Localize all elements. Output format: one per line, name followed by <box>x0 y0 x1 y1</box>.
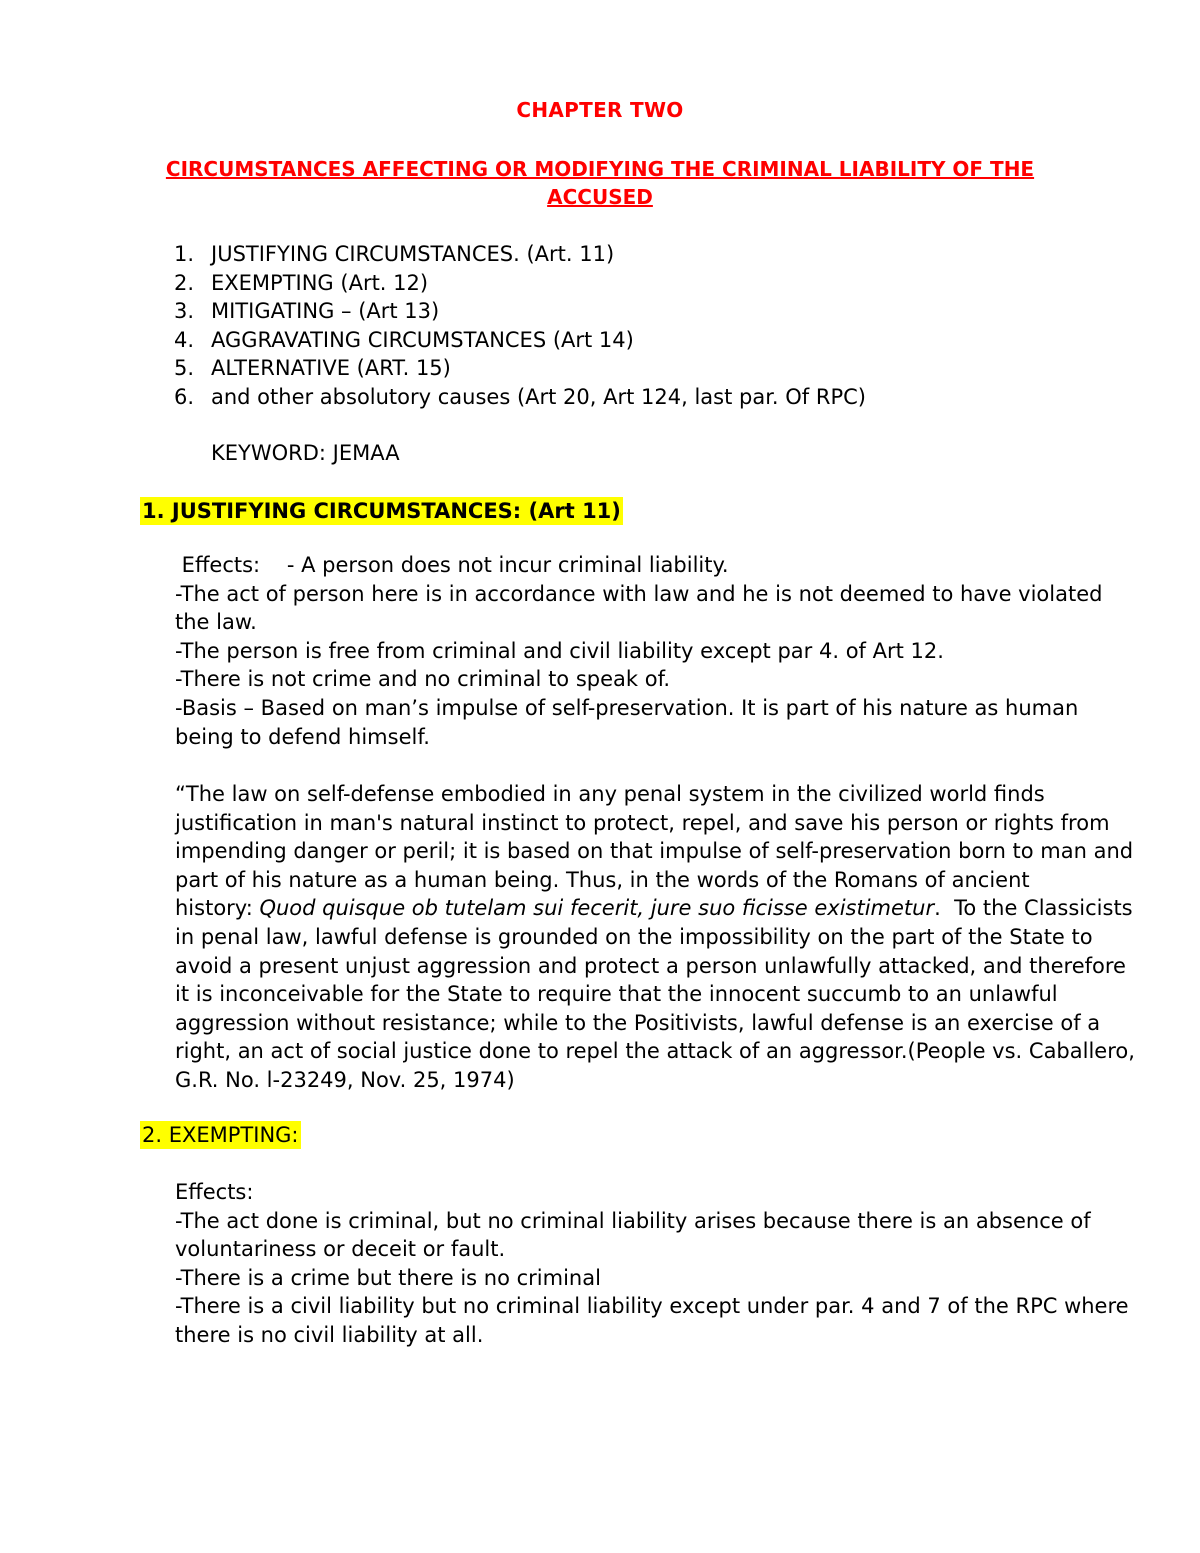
list-item-number: 3. <box>174 299 195 324</box>
list-item-number: 1. <box>174 242 195 266</box>
effects-line: -The act of person here is in accordance with law and he is not deemed to have violated <box>175 581 1103 606</box>
quote-line: avoid a present unjust aggression and protect a person unlawfully attacked, and therefore <box>175 953 1126 978</box>
quote-line: aggression without resistance; while to the Positivists, lawful defense is an exercise of a <box>175 1010 1101 1035</box>
effects-line: Effects: <box>175 1180 254 1204</box>
quote-line: “The law on self-defense embodied in any penal system in the civilized world finds <box>175 782 1045 806</box>
list-item <box>174 240 866 269</box>
effects-line: -There is a crime but there is no criminal <box>175 1265 601 1290</box>
list-item-text: AGGRAVATING CIRCUMSTANCES (Art 14) <box>211 327 634 352</box>
effects-line: -There is not crime and no criminal to speak of. <box>175 667 671 692</box>
section-heading-justifying: 1. JUSTIFYING CIRCUMSTANCES: (Art 11) <box>142 499 621 523</box>
effects-line: -The act done is criminal, but no criminal liability arises because there is an absence of <box>175 1208 1091 1233</box>
quote-line: impending danger or peril; it is based on that impulse of self-preservation born to man and <box>175 839 1134 864</box>
quote-line: right, an act of social justice done to repel the attack of an aggressor.(People vs. Caballero, <box>175 1039 1135 1064</box>
effects-line: voluntariness or deceit or fault. <box>175 1237 506 1262</box>
list-item-number: 2. <box>174 270 195 295</box>
section-heading-exempting: 2. EXEMPTING: <box>142 1123 299 1147</box>
self-defense-quote <box>175 780 1145 1095</box>
justifying-effects <box>175 551 1145 751</box>
effects-line: there is no civil liability at all. <box>175 1322 484 1347</box>
list-item <box>174 326 866 355</box>
quote-line: G.R. No. l-23249, Nov. 25, 1974) <box>175 1067 515 1092</box>
list-item-number: 6. <box>174 384 195 409</box>
list-item <box>174 297 866 326</box>
list-item-text: JUSTIFYING CIRCUMSTANCES. (Art. 11) <box>211 242 615 266</box>
effects-line: -There is a civil liability but no criminal liability except under par. 4 and 7 of the RPC where <box>175 1294 1129 1319</box>
quote-history-suffix: . To the Classicists <box>934 896 1133 921</box>
list-item <box>174 269 866 298</box>
list-item-text: EXEMPTING (Art. 12) <box>211 270 429 295</box>
list-item-number: 5. <box>174 356 195 381</box>
list-item-text: and other absolutory causes (Art 20, Art 124, last par. Of RPC) <box>211 384 866 409</box>
quote-line: in penal law, lawful defense is grounded on the impossibility on the part of the State to <box>175 924 1093 949</box>
list-item <box>174 383 866 412</box>
quote-line <box>175 894 1145 923</box>
effects-line: -Basis – Based on man’s impulse of self-preservation. It is part of his nature as human <box>175 695 1079 720</box>
quote-line: part of his nature as a human being. Thus, in the words of the Romans of ancient <box>175 867 1030 892</box>
quote-history-prefix: history: <box>175 896 260 921</box>
chapter-subtitle: CIRCUMSTANCES AFFECTING OR MODIFYING THE CRIMINAL LIABILITY OF THE ACCUSED <box>165 157 1035 209</box>
list-item-text: ALTERNATIVE (ART. 15) <box>211 356 451 381</box>
quote-line: it is inconceivable for the State to require that the innocent succumb to an unlawful <box>175 982 1058 1007</box>
effects-line: the law. <box>175 610 257 635</box>
effects-line: being to defend himself. <box>175 724 430 749</box>
effects-line: Effects: - A person does not incur criminal liability. <box>175 553 729 577</box>
chapter-title: CHAPTER TWO <box>516 98 684 122</box>
quote-line: justification in man's natural instinct to protect, repel, and save his person or rights from <box>175 810 1110 835</box>
exempting-effects <box>175 1178 1145 1350</box>
list-item-number: 4. <box>174 327 195 352</box>
latin-maxim: Quod quisque ob tutelam sui fecerit, jure suo ficisse existimetur <box>259 896 935 921</box>
list-item <box>174 354 866 383</box>
keyword-line: KEYWORD: JEMAA <box>211 441 400 465</box>
effects-line: -The person is free from criminal and civil liability except par 4. of Art 12. <box>175 638 944 663</box>
circumstances-list <box>174 240 866 412</box>
list-item-text: MITIGATING – (Art 13) <box>211 299 440 324</box>
